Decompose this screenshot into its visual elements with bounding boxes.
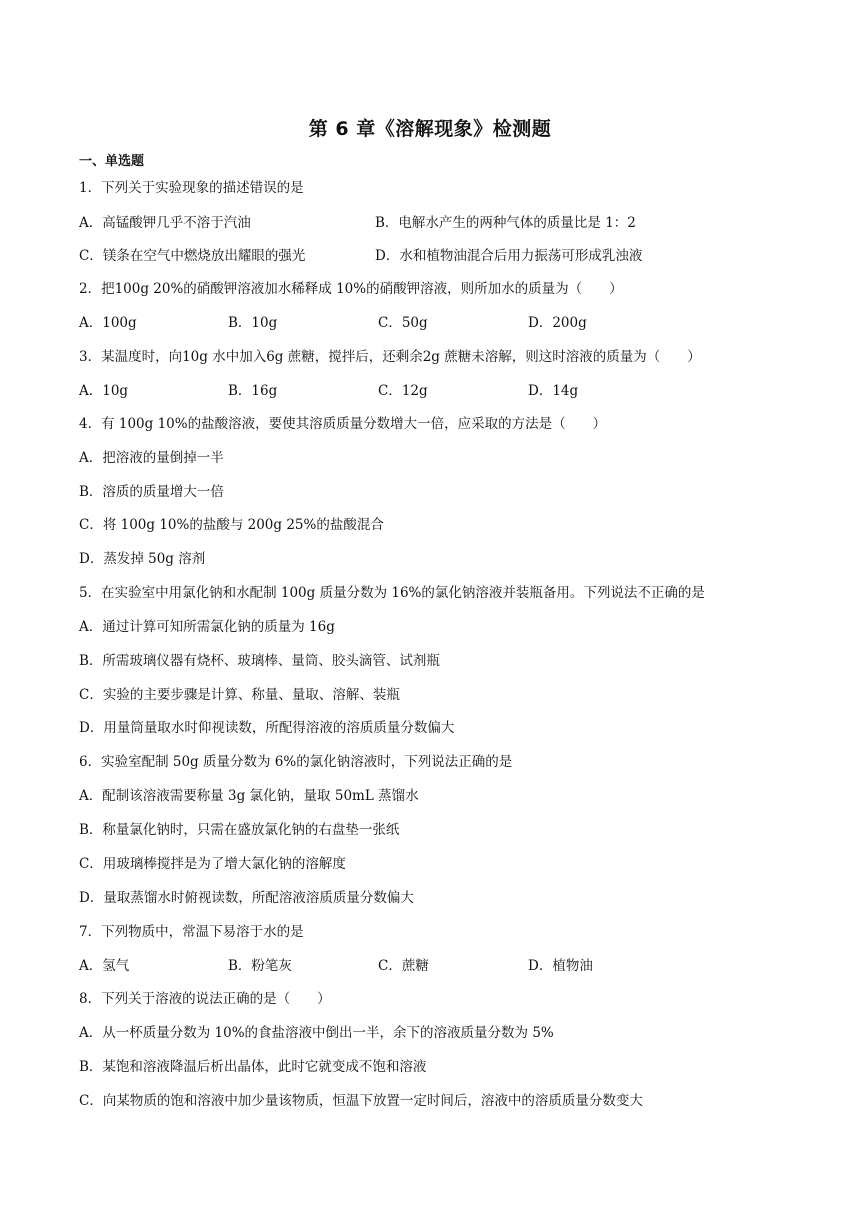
question-4-option-a: A．把溶液的量倒掉一半 <box>79 450 224 466</box>
question-4-stem: 4．有 100g 10%的盐酸溶液，要使其溶质质量分数增大一倍，应采取的方法是（ ） <box>79 416 607 432</box>
question-3-stem: 3．某温度时，向10g 水中加入6g 蔗糖，搅拌后，还剩余2g 蔗糖未溶解，则这时溶液的质量为（ ） <box>79 349 701 365</box>
question-2-option-c: C．50g <box>378 315 428 331</box>
question-7-option-d: D．植物油 <box>528 958 593 974</box>
question-6-stem: 6．实验室配制 50g 质量分数为 6%的氯化钠溶液时，下列说法正确的是 <box>79 754 513 770</box>
question-3-options-row <box>79 381 779 401</box>
question-1-option-b: B．电解水产生的两种气体的质量比是 1：2 <box>375 215 636 231</box>
question-3-option-c: C．12g <box>378 383 428 399</box>
question-3-option-b: B．16g <box>228 383 278 399</box>
question-8-stem: 8．下列关于溶液的说法正确的是（ ） <box>79 991 331 1007</box>
question-7-option-b: B．粉笔灰 <box>228 958 292 974</box>
question-2-option-a: A．100g <box>79 315 137 331</box>
question-3-option-a: A．10g <box>79 383 129 399</box>
question-1-option-a: A．高锰酸钾几乎不溶于汽油 <box>79 215 251 231</box>
question-7-stem: 7．下列物质中，常温下易溶于水的是 <box>79 924 304 940</box>
question-5-option-b: B．所需玻璃仪器有烧杯、玻璃棒、量筒、胶头滴管、试剂瓶 <box>79 653 440 669</box>
question-7-options-row <box>79 956 779 976</box>
question-1-options-row-2 <box>79 246 779 266</box>
question-2-stem: 2．把100g 20%的硝酸钾溶液加水稀释成 10%的硝酸钾溶液，则所加水的质量为（ ） <box>79 281 623 297</box>
page-title: 第 6 章《溶解现象》检测题 <box>308 118 552 140</box>
question-5-option-d: D．用量筒量取水时仰视读数，所配得溶液的溶质质量分数偏大 <box>79 720 455 736</box>
question-6-option-a: A．配制该溶液需要称量 3g 氯化钠，量取 50mL 蒸馏水 <box>79 788 419 804</box>
question-4-option-b: B．溶质的质量增大一倍 <box>79 484 224 500</box>
question-1-stem: 1．下列关于实验现象的描述错误的是 <box>79 180 304 196</box>
question-5-option-a: A．通过计算可知所需氯化钠的质量为 16g <box>79 619 335 635</box>
question-1-option-d: D．水和植物油混合后用力振荡可形成乳浊液 <box>375 248 643 264</box>
question-5-stem: 5．在实验室中用氯化钠和水配制 100g 质量分数为 16%的氯化钠溶液并装瓶备用。下列说法不正确的是 <box>79 585 705 601</box>
question-7-option-c: C．蔗糖 <box>378 958 429 974</box>
question-2-options-row <box>79 313 779 333</box>
question-3-option-d: D．14g <box>528 383 579 399</box>
question-8-option-a: A．从一杯质量分数为 10%的食盐溶液中倒出一半，余下的溶液质量分数为 5% <box>79 1025 554 1041</box>
question-8-option-c: C．向某物质的饱和溶液中加少量该物质，恒温下放置一定时间后，溶液中的溶质质量分数变大 <box>79 1093 643 1109</box>
question-1-options-row-1 <box>79 213 779 233</box>
question-2-option-b: B．10g <box>228 315 278 331</box>
question-2-option-d: D．200g <box>528 315 587 331</box>
question-4-option-d: D．蒸发掉 50g 溶剂 <box>79 551 206 567</box>
question-8-option-b: B．某饱和溶液降温后析出晶体，此时它就变成不饱和溶液 <box>79 1059 427 1075</box>
question-5-option-c: C．实验的主要步骤是计算、称量、量取、溶解、装瓶 <box>79 687 400 703</box>
question-6-option-c: C．用玻璃棒搅拌是为了增大氯化钠的溶解度 <box>79 856 346 872</box>
question-1-option-c: C．镁条在空气中燃烧放出耀眼的强光 <box>79 248 306 264</box>
question-7-option-a: A．氢气 <box>79 958 130 974</box>
question-6-option-d: D．量取蒸馏水时俯视读数，所配溶液溶质质量分数偏大 <box>79 890 414 906</box>
question-4-option-c: C．将 100g 10%的盐酸与 200g 25%的盐酸混合 <box>79 517 384 533</box>
question-6-option-b: B．称量氯化钠时，只需在盛放氯化钠的右盘垫一张纸 <box>79 822 400 838</box>
section-heading: 一、单选题 <box>79 154 145 169</box>
